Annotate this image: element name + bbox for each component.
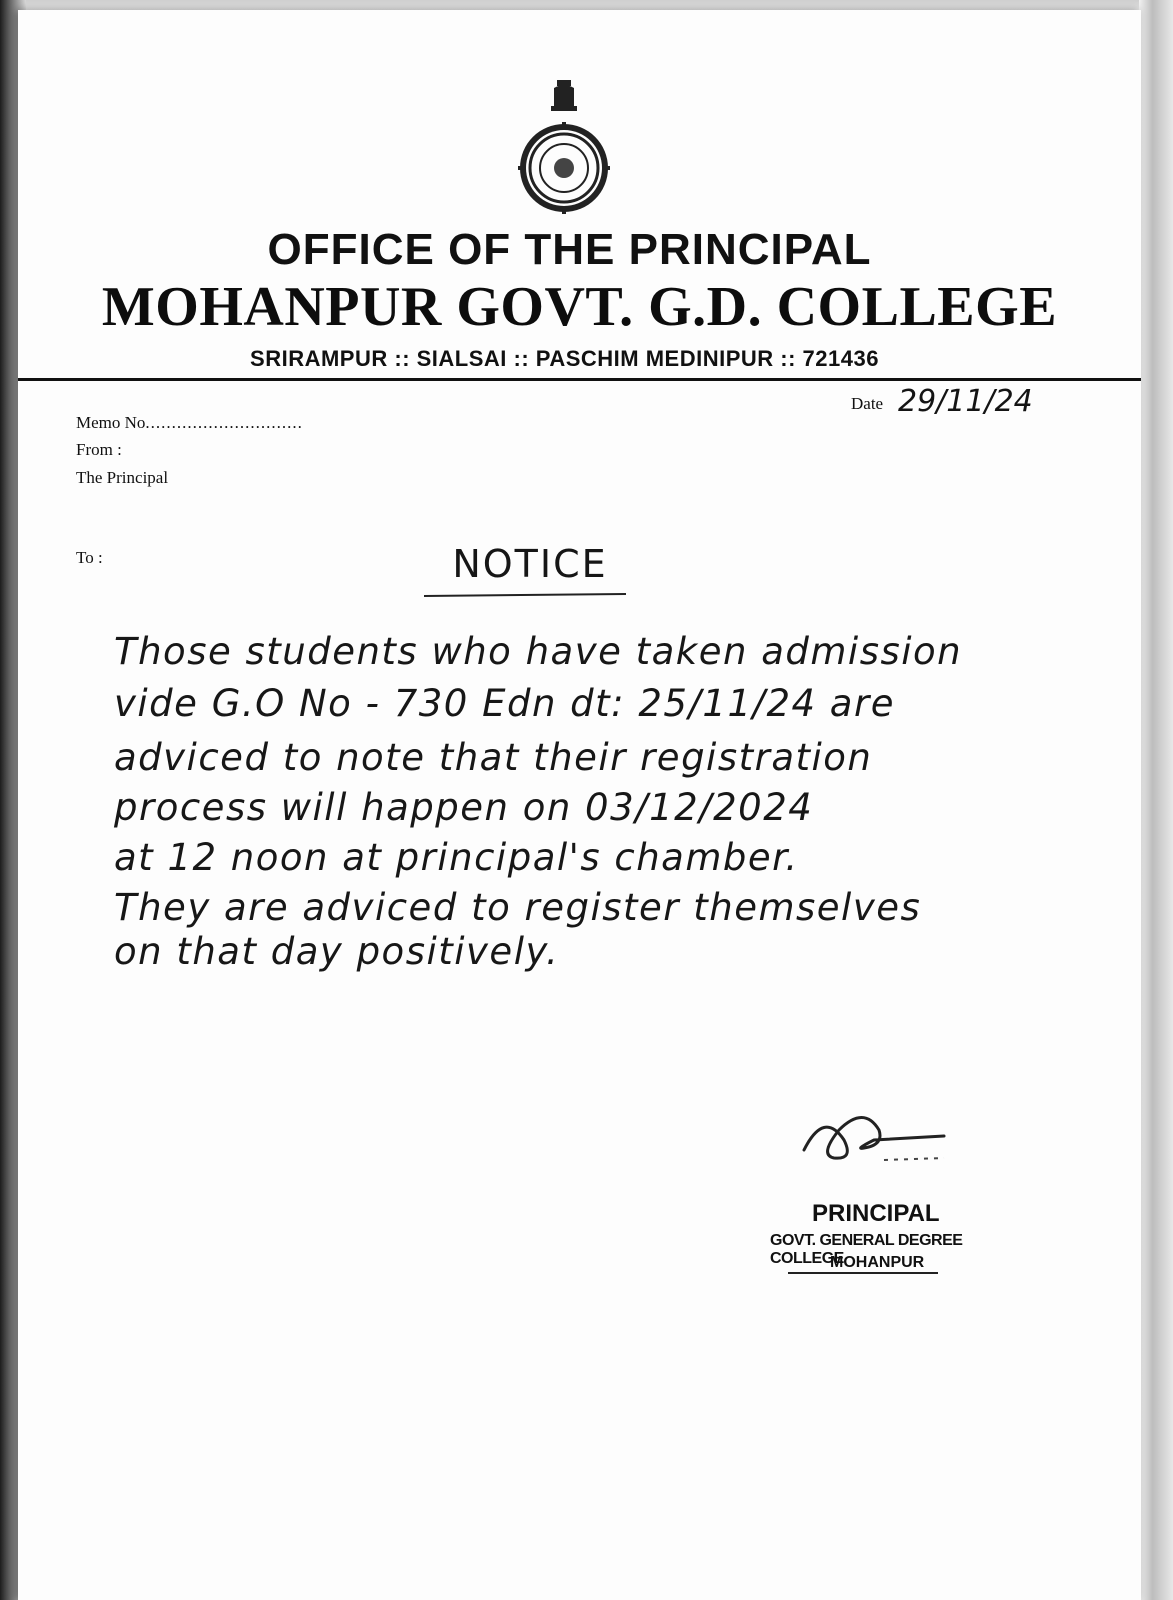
principal-signature xyxy=(794,1100,964,1180)
from-label: From : xyxy=(76,440,122,459)
notice-title-underline xyxy=(424,593,626,597)
date-label: Date xyxy=(851,394,884,413)
memo-number xyxy=(76,413,303,433)
state-emblem-icon xyxy=(504,78,624,218)
notice-title: NOTICE xyxy=(452,542,608,586)
header-divider xyxy=(18,378,1141,381)
memo-dots: .............................. xyxy=(145,413,303,432)
signatory-institution: GOVT. GENERAL DEGREE COLLEGE xyxy=(770,1232,963,1267)
college-name: MOHANPUR GOVT. G.D. COLLEGE xyxy=(101,276,1058,338)
from-value: The Principal xyxy=(76,468,169,487)
letterhead-page xyxy=(18,10,1141,1600)
date-value: 29/11/24 xyxy=(898,384,1033,419)
signatory-title: PRINCIPAL xyxy=(812,1200,940,1227)
college-address: SRIRAMPUR :: SIALSAI :: PASCHIM MEDINIPUR :: 721436 xyxy=(250,346,879,371)
notice-line: Those students who have taken admission xyxy=(114,630,963,673)
notice-line: process will happen on 03/12/2024 xyxy=(114,786,814,829)
notice-line: vide G.O No - 730 Edn dt: 25/11/24 are xyxy=(114,682,895,725)
notice-line: on that day positively. xyxy=(114,930,560,973)
notice-line: They are adviced to register themselves xyxy=(114,886,922,929)
notice-line: adviced to note that their registration xyxy=(114,736,873,779)
memo-label: Memo No xyxy=(76,413,146,432)
notice-line: at 12 noon at principal's chamber. xyxy=(114,836,799,879)
to-label: To : xyxy=(76,548,103,567)
backdrop-right xyxy=(1139,0,1173,1600)
signatory-place: MOHANPUR xyxy=(830,1254,925,1271)
office-heading: OFFICE OF THE PRINCIPAL xyxy=(267,225,872,274)
signature-underline xyxy=(788,1272,938,1274)
